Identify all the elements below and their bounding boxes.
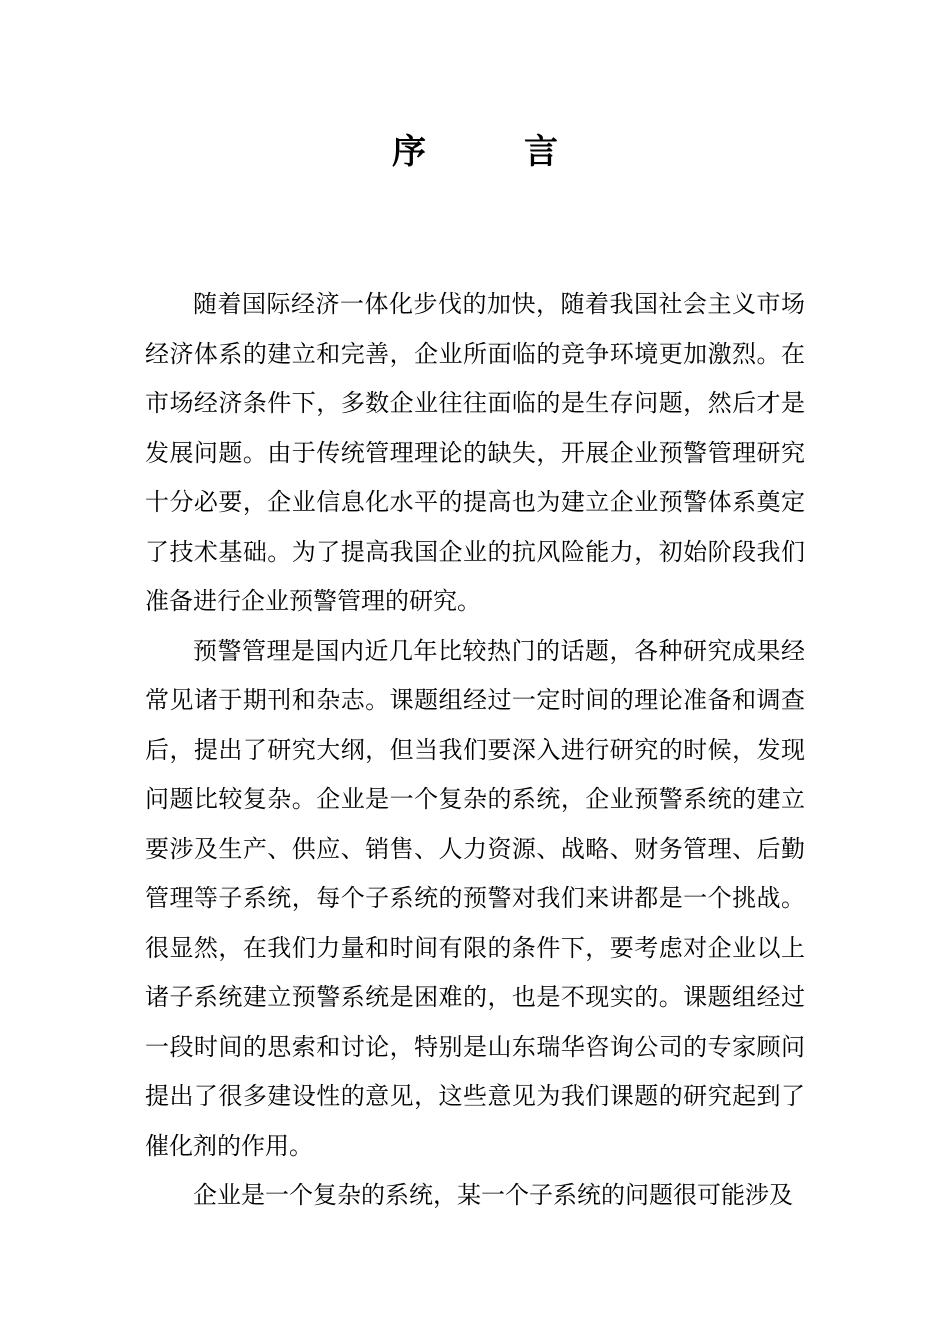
paragraph: 预警管理是国内近几年比较热门的话题，各种研究成果经常见诸于期刊和杂志。课题组经过一定时间的理论准备和调查后，提出了研究大纲，但当我们要深入进行研究的时候，发现问题比较复杂。企业是一个复杂的系统，企业预警系统的建立要涉及生产、供应、销售、人力资源、战略、财务管理、后勤管理等子系统，每个子系统的预警对我们来讲都是一个挑战。很显然，在我们力量和时间有限的条件下，要考虑对企业以上诸子系统建立预警系统是困难的，也是不现实的。课题组经过一段时间的思索和讨论，特别是山东瑞华咨询公司的专家顾问提出了很多建设性的意见，这些意见为我们课题的研究起到了催化剂的作用。 (145, 636, 805, 1160)
paragraph: 企业是一个复杂的系统，某一个子系统的问题很可能涉及 (193, 1181, 793, 1209)
page-title: 序 言 (392, 132, 590, 172)
paragraph: 随着国际经济一体化步伐的加快，随着我国社会主义市场经济体系的建立和完善，企业所面临的竞争环境更加激烈。在市场经济条件下，多数企业往往面临的是生存问题，然后才是发展问题。由于传统管理理论的缺失，开展企业预警管理研究十分必要，企业信息化水平的提高也为建立企业预警体系奠定了技术基础。为了提高我国企业的抗风险能力，初始阶段我们准备进行企业预警管理的研究。 (145, 290, 805, 615)
document-body (145, 280, 805, 1221)
